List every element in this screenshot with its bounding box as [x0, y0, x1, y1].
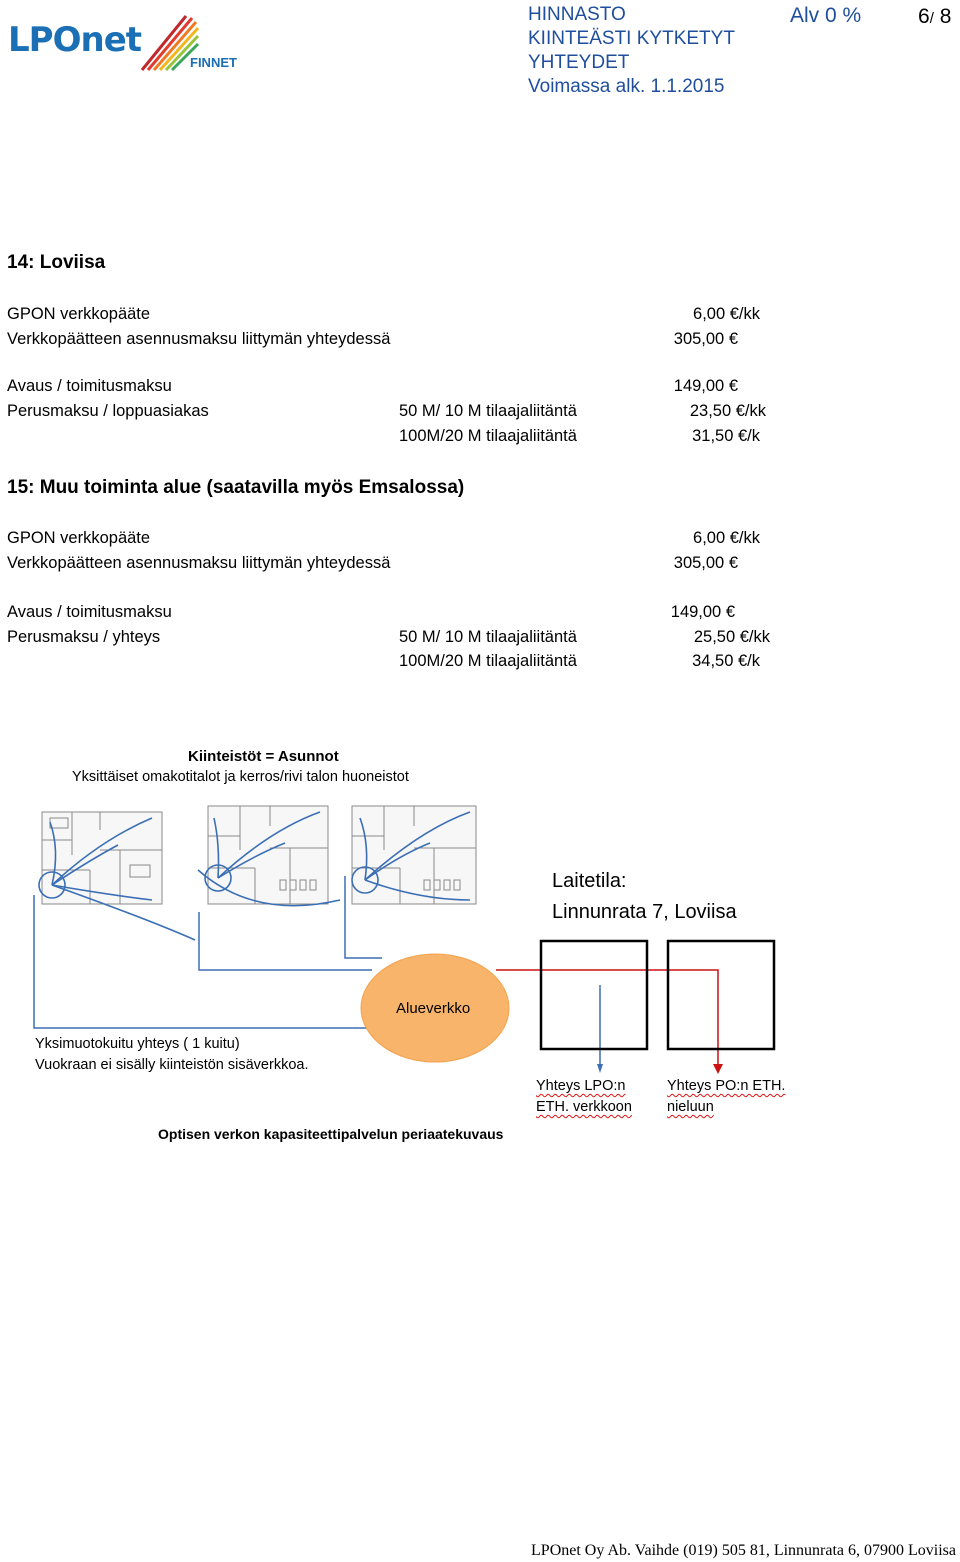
logo-finnet: FINNET [190, 55, 237, 70]
diagram-subtitle: Yksittäiset omakotitalot ja kerros/rivi talon huoneistot [72, 769, 409, 785]
network-diagram [0, 790, 960, 1130]
fibre-note-line-2: Vuokraan ei sisälly kiinteistön sisäverkkoa. [35, 1057, 309, 1073]
po-connection-label [667, 1076, 785, 1118]
po-line-2 [667, 1097, 785, 1118]
s15-row-1-amount: 6,00 €/kk [693, 529, 760, 547]
section-14-heading: 14: Loviisa [7, 252, 106, 273]
s15-row-5-detail: 100M/20 M tilaajaliitäntä [399, 652, 577, 670]
company-logo [8, 20, 141, 60]
s15-row-4-amount: 25,50 €/kk [693, 628, 770, 646]
s15-row-2-amount: 305,00 € [673, 554, 738, 572]
diagram-caption: Optisen verkon kapasiteettipalvelun periaatekuvaus [158, 1126, 504, 1142]
lpo-line-2 [536, 1097, 632, 1118]
logo-wordmark: LPOnet [8, 20, 142, 60]
page-separator: / [929, 10, 934, 27]
s15-row-2-label: Verkkopäätteen asennusmaksu liittymän yhteydessä [7, 554, 391, 572]
page-total: 8 [939, 5, 952, 28]
s14-row-4-detail: 50 M/ 10 M tilaajaliitäntä [399, 402, 577, 420]
s14-row-3-label: Avaus / toimitusmaksu [7, 377, 172, 395]
lpo-line-2-text: ETH. verkkoon [536, 1099, 632, 1115]
diagram-title: Kiinteistöt = Asunnot [188, 748, 339, 765]
laitetila-box-1 [541, 941, 647, 1049]
section-15-heading: 15: Muu toiminta alue (saatavilla myös Emsalossa) [7, 477, 465, 498]
vat-label: Alv 0 % [790, 4, 862, 27]
page-footer: LPOnet Oy Ab. Vaihde (019) 505 81, Linnunrata 6, 07900 Loviisa [531, 1542, 956, 1559]
s14-row-4-label: Perusmaksu / loppuasiakas [7, 402, 209, 420]
laitetila-line-1: Laitetila: [552, 870, 627, 892]
s14-row-5-amount: 31,50 €/k [692, 427, 760, 445]
po-line-1 [667, 1076, 785, 1097]
header-validity-date: Voimassa alk. 1.1.2015 [528, 76, 725, 97]
s14-row-1-label: GPON verkkopääte [7, 305, 151, 323]
s14-row-3-amount: 149,00 € [673, 377, 738, 395]
header-title-line-3: YHTEYDET [528, 52, 630, 73]
s15-row-1-label: GPON verkkopääte [7, 529, 151, 547]
floorplan-3 [352, 806, 476, 904]
header-title [528, 3, 735, 99]
laitetila-box-2 [668, 941, 774, 1049]
hub-label: Alueverkko [396, 1000, 471, 1017]
po-line-1-text: Yhteys PO:n ETH. [667, 1078, 786, 1094]
laitetila-line-2: Linnunrata 7, Loviisa [552, 901, 737, 923]
s15-row-3-label: Avaus / toimitusmaksu [7, 603, 172, 621]
lpo-connection-label [536, 1076, 632, 1118]
s15-row-4-label: Perusmaksu / yhteys [7, 628, 161, 646]
laitetila-label [552, 866, 737, 928]
s15-row-4-detail: 50 M/ 10 M tilaajaliitäntä [399, 628, 577, 646]
header-title-line-2: KIINTEÄSTI KYTKETYT [528, 28, 735, 49]
s15-row-3-amount: 149,00 € [670, 603, 735, 621]
fibre-note [35, 1034, 308, 1076]
s14-row-5-detail: 100M/20 M tilaajaliitäntä [399, 427, 577, 445]
s14-row-2-label: Verkkopäätteen asennusmaksu liittymän yhteydessä [7, 330, 391, 348]
s14-row-4-amount: 23,50 €/kk [689, 402, 766, 420]
fibre-note-line-1: Yksimuotokuitu yhteys ( 1 kuitu) [35, 1036, 240, 1052]
header-title-line-1: HINNASTO [528, 4, 626, 25]
s15-row-5-amount: 34,50 €/k [692, 652, 760, 670]
po-line-2-text: nieluun [667, 1099, 714, 1115]
page-current: 6 [918, 5, 930, 28]
s14-row-1-amount: 6,00 €/kk [693, 305, 760, 323]
lpo-line-1 [536, 1076, 632, 1097]
page-number [918, 5, 951, 29]
lpo-line-1-text: Yhteys LPO:n [536, 1078, 626, 1094]
floorplan-1 [42, 812, 162, 904]
s14-row-2-amount: 305,00 € [673, 330, 738, 348]
